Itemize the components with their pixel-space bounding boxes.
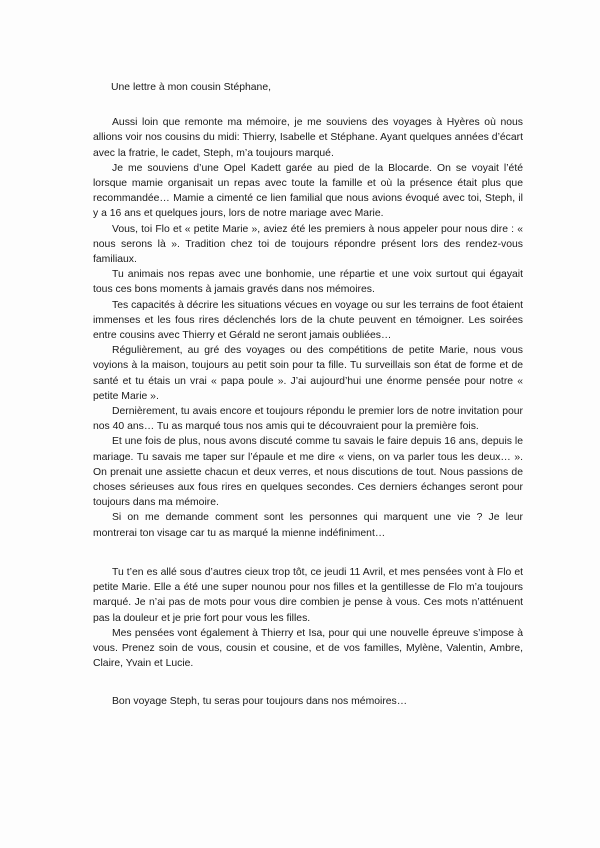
paragraph-memories-hyeres: Aussi loin que remonte ma mémoire, je me souviens des voyages à Hyères où nous allions voir nos cousins du midi: Thierry, Isabelle et Stéphane. Ayant quelques années d’écart avec la fratrie, le cadet, Steph, m’a toujours marqué.: [93, 117, 523, 159]
paragraph-thoughts-family: Mes pensées vont également à Thierry et Isa, pour qui une nouvelle épreuve s’impose à vous. Prenez soin de vous, cousin et cousine, et de vos familles, Mylène, Valentin, Ambre, Claire, Yvain et Lucie.: [93, 627, 523, 670]
spacer: [93, 541, 523, 565]
spacer: [93, 95, 523, 115]
paragraph-discussions: Et une fois de plus, nous avons discuté comme tu savais le faire depuis 16 ans, depuis le mariage. Tu savais me taper sur l’épaule et me dire « viens, on va parler tous les deux… ». On prenait une assiette chacun et deux verres, et nous discutions de tout. Nous passions de choses sérieuses aux fous rires en quelques secondes. Ces derniers échanges seront pour toujours dans ma mémoire.: [93, 436, 523, 509]
paragraph-petite-marie: Régulièrement, au gré des voyages ou des compétitions de petite Marie, nous vous voyions à la maison, toujours au petit soin pour ta fille. Tu surveillais son état de forme et de santé et tu étais un vrai « papa poule ». J’ai aujourd’hui une énorme pensée pour notre « petite Marie ».: [93, 345, 523, 402]
paragraph-departure: Tu t’en es allé sous d’autres cieux trop tôt, ce jeudi 11 Avril, et mes pensées vont à Flo et petite Marie. Elle a été une super nounou pour nos filles et la gentillesse de Flo m’a toujours marqué. Je n’ai pas de mots pour vous dire combien je pense à vous. Ces mots n’atténuent pas la douleur et je prie fort pour vous les filles.: [93, 566, 523, 624]
paragraph-wedding-call: Vous, toi Flo et « petite Marie », aviez été les premiers à nous appeler pour nous dire : « nous serons là ». Tradition chez toi de toujours répondre présent lors des rendez-vous familiaux.: [93, 223, 523, 266]
letter-salutation: Une lettre à mon cousin Stéphane,: [111, 82, 271, 93]
paragraph-family-meals: Tu animais nos repas avec une bonhomie, une répartie et une voix surtout qui égayait tous ces bons moments à jamais gravés dans nos mémoires.: [93, 269, 523, 296]
paragraph-40th-birthday: Dernièrement, tu avais encore et toujours répondu le premier lors de notre invitation pour nos 40 ans… Tu as marqué tous nos amis qui te découvraient pour la première fois.: [93, 406, 523, 433]
paragraph-opel-kadett: Je me souviens d’une Opel Kadett garée au pied de la Blocarde. On se voyait l’été lorsque mamie organisait un repas avec toute la famille et où la présence était plus que recommandée… Mamie a cimenté ce lien familial que nous avions évoqué avec toi, Steph, il y a 16 ans et quelques jours, lors de notre mariage avec Marie.: [93, 162, 523, 220]
paragraph-your-face: Si on me demande comment sont les personnes qui marquent une vie ? Je leur montrerai ton visage car tu as marqué la mienne indéfiniment…: [93, 512, 523, 539]
letter-body: [93, 80, 523, 710]
letter-closing: Bon voyage Steph, tu seras pour toujours dans nos mémoires…: [112, 696, 408, 708]
paragraph-storytelling: Tes capacités à décrire les situations vécues en voyage ou sur les terrains de foot étaient immenses et les fous rires déclenchés lors de la chute peuvent en témoigner. Les soirées entre cousins avec Thierry et Gérald ne seront jamais oubliées…: [93, 299, 523, 342]
spacer: [93, 671, 523, 694]
